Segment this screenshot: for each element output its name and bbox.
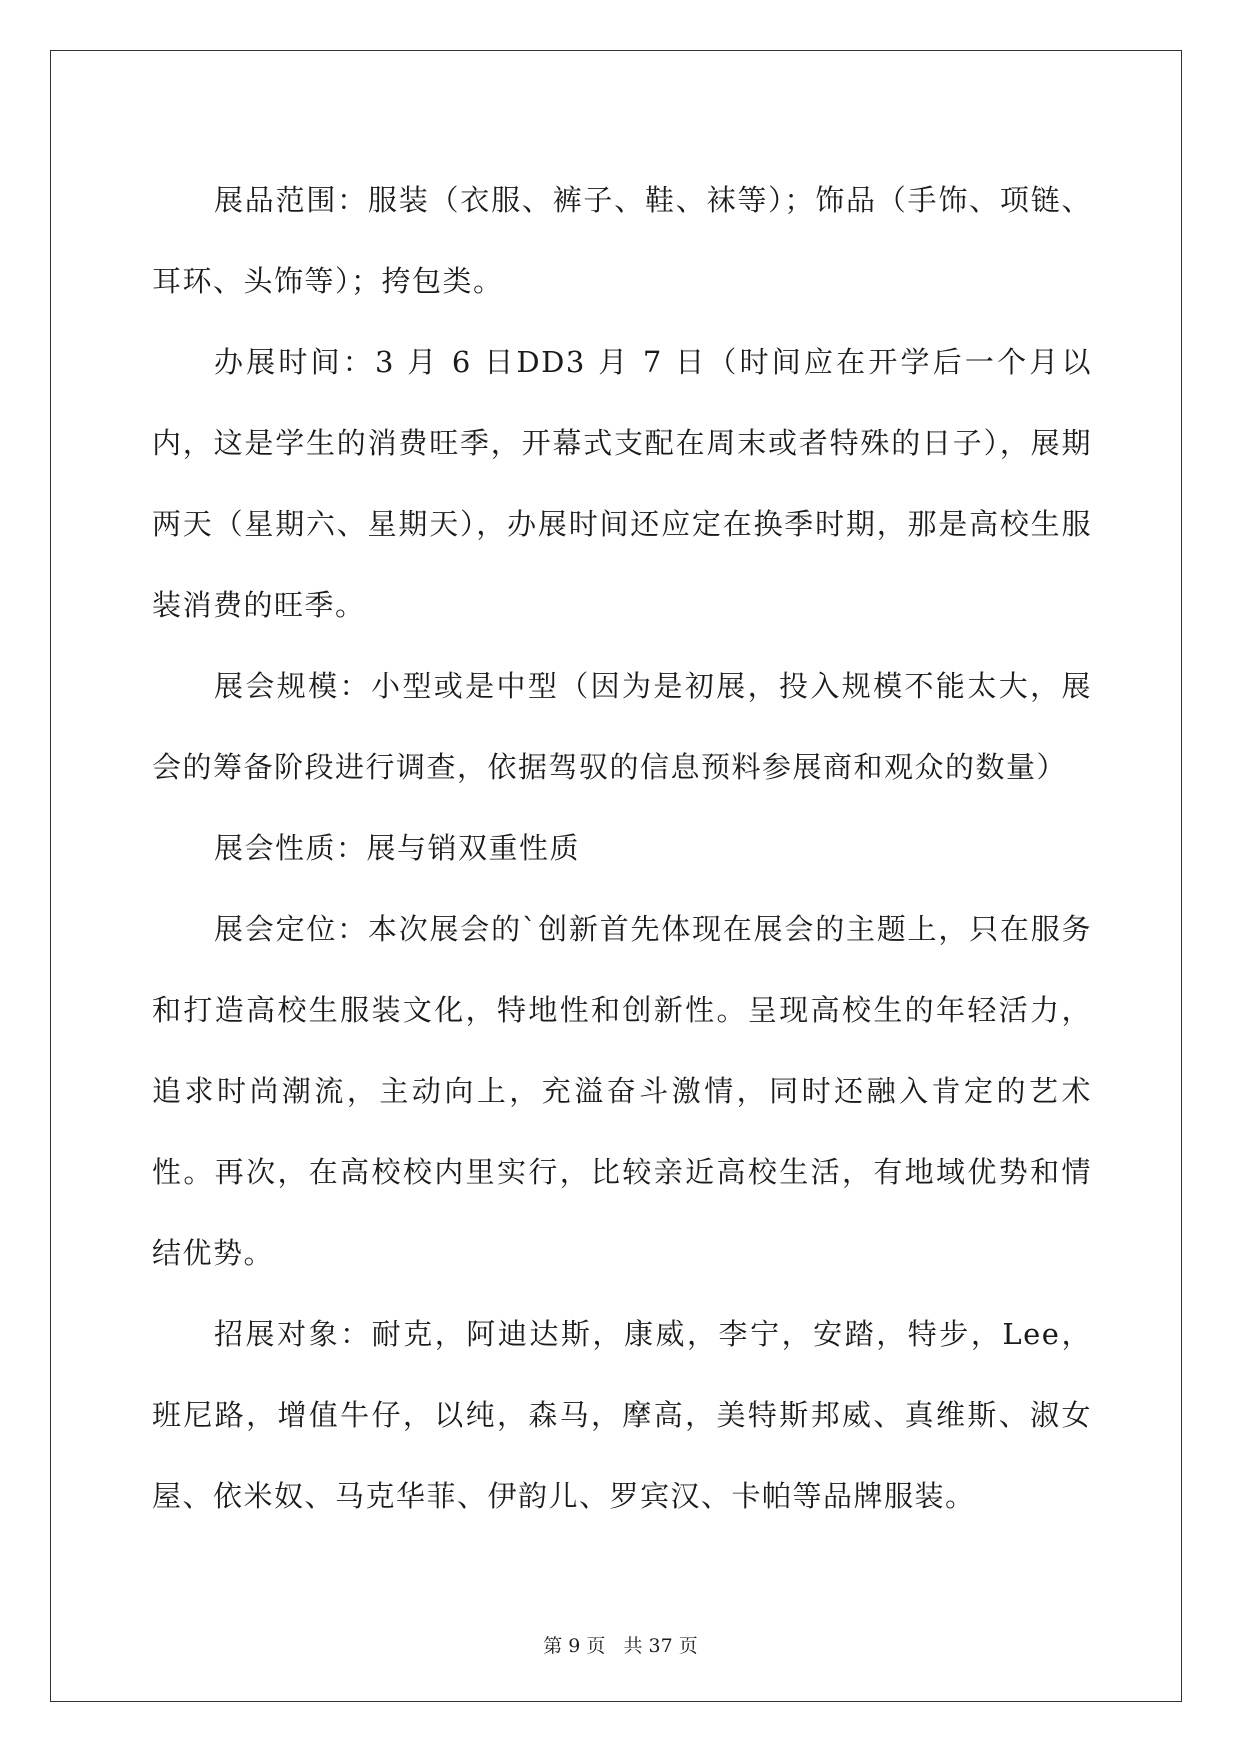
paragraph-exhibit-nature: 展会性质：展与销双重性质 xyxy=(214,831,581,865)
paragraph-exhibit-scale: 展会规模：小型或是中型（因为是初展，投入规模不能太大，展会的筹备阶段进行调查，依据驾驭的信息预料参展商和观众的数量） xyxy=(152,669,1092,784)
paragraph-exhibit-scope: 展品范围：服装（衣服、裤子、鞋、袜等）；饰品（手饰、项链、耳环、头饰等）；挎包类。 xyxy=(152,183,1092,298)
page-total: 共 37 页 xyxy=(623,1635,698,1657)
paragraph-exhibit-positioning: 展会定位：本次展会的`创新首先体现在展会的主题上，只在服务和打造高校生服装文化，特地性和创新性。呈现高校生的年轻活力，追求时尚潮流，主动向上，充溢奋斗激情，同时还融入肯定的艺术性。再次，在高校校内里实行，比较亲近高校生活，有地域优势和情结优势。 xyxy=(152,912,1092,1270)
paragraph-exhibit-time: 办展时间：3 月 6 日DD3 月 7 日（时间应在开学后一个月以内，这是学生的消费旺季，开幕式支配在周末或者特殊的日子），展期两天（星期六、星期天），办展时间还应定在换季时期，那是高校生服装消费的旺季。 xyxy=(152,345,1092,622)
document-body xyxy=(152,160,1092,1537)
paragraph-exhibitor-targets: 招展对象：耐克，阿迪达斯，康威，李宁，安踏，特步，Lee，班尼路，增值牛仔，以纯，森马，摩高，美特斯邦威、真维斯、淑女屋、依米奴、马克华菲、伊韵儿、罗宾汉、卡帕等品牌服装。 xyxy=(152,1317,1092,1513)
page-footer xyxy=(0,1631,1241,1658)
page-number: 第 9 页 xyxy=(543,1635,606,1657)
